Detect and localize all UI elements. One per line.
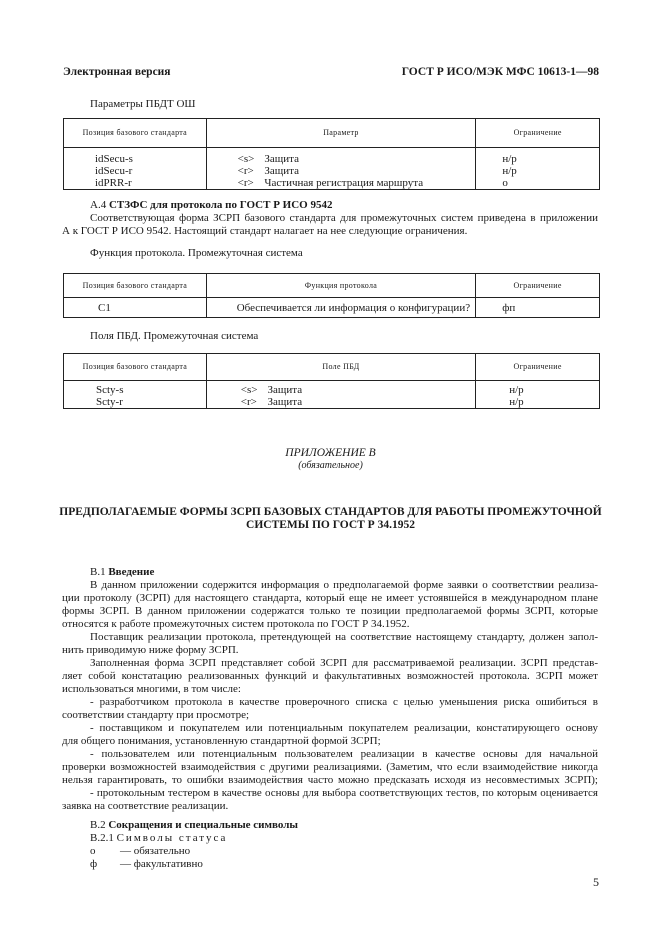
section-number: В.1: [90, 566, 106, 578]
table-cell: Защита: [264, 153, 299, 165]
table-cell: Защита: [267, 396, 303, 408]
table-cell: н/р: [502, 153, 517, 165]
table-cell: idSecu-s: [95, 153, 133, 165]
section-title: Сокращения и специальные символы: [108, 819, 298, 831]
table-row: [241, 384, 475, 396]
symbol-row: [90, 858, 203, 871]
table1-header-limit: Ограничение: [476, 119, 600, 148]
table-cell: Scty-r: [96, 396, 123, 408]
section-b1-heading: [90, 566, 154, 579]
bullet-line: заявка на соответствие реализации.: [62, 800, 229, 812]
table-cell: C1: [64, 298, 207, 318]
table-cell: Scty-s: [96, 384, 124, 396]
appendix-title-line: ПРЕДПОЛАГАЕМЫЕ ФОРМЫ ЗСРП БАЗОВЫХ СТАНДАРТОВ ДЛЯ РАБОТЫ ПРОМЕЖУТОЧНОЙ: [59, 506, 602, 518]
table-cell: Частичная регистрация маршрута: [264, 177, 424, 189]
table2-header-limit: Ограничение: [476, 274, 600, 298]
table-row: [241, 396, 475, 408]
table1-header-pos: Позиция базового стандарта: [64, 119, 207, 148]
text-line: В данном приложении содержится информация о предполагаемой форме заявки о соответствии реализа-: [90, 579, 598, 591]
table3-caption: Поля ПБД. Промежуточная система: [90, 330, 259, 342]
table-cell: idSecu-r: [95, 165, 133, 177]
table1-limit-cell: [476, 148, 600, 190]
table3: [63, 353, 600, 409]
table2-caption: Функция протокола. Промежуточная система: [90, 247, 303, 259]
text-line: Соответствующая форма ЗСРП базового стандарта для промежуточных систем приведена в приложении: [90, 212, 598, 224]
section-title: Введение: [108, 566, 155, 578]
table1-body-row: [64, 148, 600, 190]
table3-header-field: Поле ПБД: [206, 354, 475, 381]
table-row: [64, 298, 600, 318]
table1-header-row: [64, 119, 600, 148]
table2-header-func: Функция протокола: [206, 274, 476, 298]
appendix-title: [0, 506, 661, 532]
table3-pos-cell: [64, 381, 207, 409]
table-cell: <r>: [240, 396, 257, 408]
bullet-line: - пользователем или потенциальным пользователем реализации в качестве основы для начальной: [90, 748, 598, 760]
table3-body-row: [64, 381, 600, 409]
section-title: СТЗФС для протокола по ГОСТ Р ИСО 9542: [108, 199, 333, 211]
appendix-status: (обязательное): [298, 460, 363, 471]
table-row: [238, 153, 476, 165]
text-line: Заполненная форма ЗСРП представляет собой ЗСРП для рассматриваемой реализации. ЗСРП представ-: [90, 657, 598, 669]
table-cell: Обеспечивается ли информация о конфигурации?: [206, 298, 476, 318]
table1: [63, 118, 600, 190]
text-line: ции протоколу (ЗСРП) для настоящего стандарта, который еще не имеет устоявшейся в международном плане: [62, 592, 598, 604]
header-left: Электронная версия: [63, 66, 171, 78]
section-a4-text: [62, 212, 598, 238]
header-right: ГОСТ Р ИСО/МЭК МФС 10613-1—98: [401, 66, 599, 78]
text-line: Поставщик реализации протокола, претендующей на соответствие настоящему стандарту, должен запол-: [90, 631, 598, 643]
text-line: нить приводимую ниже форму ЗСРП.: [62, 644, 239, 656]
symbol: о: [90, 845, 96, 857]
subsection-title: Символы статуса: [116, 832, 228, 844]
table-cell: Защита: [264, 165, 299, 177]
bullet-line: проверки возможностей взаимодействия с другими реализациями. (Заметим, что если взаимодействие никогда: [62, 761, 598, 773]
symbol-desc: — факультативно: [120, 858, 203, 870]
table3-header-limit: Ограничение: [476, 354, 600, 381]
bullet-line: - разработчиком протокола в качестве проверочного списка с целью уменьшения риска ошибиться в: [90, 696, 598, 708]
table3-header-pos: Позиция базового стандарта: [64, 354, 207, 381]
section-b1-body: [62, 579, 598, 813]
table-cell: фп: [476, 298, 600, 318]
table-cell: <s>: [237, 153, 255, 165]
table-cell: <s>: [240, 384, 258, 396]
table2-header-row: [64, 274, 600, 298]
table3-limit-cell: [476, 381, 600, 409]
table-cell: н/р: [509, 396, 524, 408]
text-line: А к ГОСТ Р ИСО 9542. Настоящий стандарт налагает на нее следующие ограничения.: [62, 225, 468, 237]
subsection-number: В.2.1: [90, 832, 114, 844]
section-a4-heading: [90, 199, 332, 212]
table1-header-param: Параметр: [206, 119, 476, 148]
appendix-label: ПРИЛОЖЕНИЕ В: [285, 447, 376, 459]
section-b2-heading: [90, 819, 298, 832]
bullet-line: нельзя гарантировать, то ошибки взаимодействия часто можно предсказать исходя из несовместимых ЗСРП);: [62, 774, 598, 786]
text-line: ляет собой констатацию реализованных функций и факультативных возможностей протокола. ЗСРП может: [62, 670, 598, 682]
bullet-line: - поставщиком и покупателем или потенциальным покупателем реализации, констатирующего основу: [90, 722, 598, 734]
table1-pos-cell: [64, 148, 207, 190]
symbol-row: [90, 845, 190, 858]
section-b21-heading: [90, 832, 227, 845]
text-line: относятся к работе промежуточных систем протокола по ГОСТ Р 34.1952.: [62, 618, 410, 630]
table1-param-cell: [206, 148, 476, 190]
symbol-desc: — обязательно: [120, 845, 191, 857]
bullet-line: - протокольным тестером в качестве основы для выбора соответствующих тестов, по которым оценивается: [90, 787, 598, 799]
symbol: ф: [90, 858, 98, 870]
table1-caption: Параметры ПБДТ ОШ: [90, 98, 196, 110]
text-line: использоваться многими, в том числе:: [62, 683, 241, 695]
bullet-line: для общего понимания, установленную стандартной формой ЗСРП;: [62, 735, 381, 747]
table-cell: н/р: [502, 165, 517, 177]
table3-field-cell: [206, 381, 475, 409]
table-cell: о: [502, 177, 508, 189]
table-cell: Защита: [267, 384, 303, 396]
table-row: [238, 165, 476, 177]
section-number: В.2: [90, 819, 106, 831]
table-cell: <r>: [237, 165, 254, 177]
table-cell: idPRR-r: [95, 177, 132, 189]
text-line: формы ЗСРП. В данном приложении содержатся только те позиции предполагаемой формы ЗСРП, которые: [62, 605, 598, 617]
bullet-line: соответствии стандарту при просмотре;: [62, 709, 250, 721]
table2-header-pos: Позиция базового стандарта: [64, 274, 207, 298]
table-cell: н/р: [509, 384, 524, 396]
table3-header-row: [64, 354, 600, 381]
section-number: А.4: [90, 199, 107, 211]
page-number: 5: [593, 875, 599, 889]
appendix-title-line: СИСТЕМЫ ПО ГОСТ Р 34.1952: [246, 519, 415, 531]
table-row: [238, 177, 476, 189]
table2: [63, 273, 600, 318]
table-cell: <r>: [237, 177, 254, 189]
